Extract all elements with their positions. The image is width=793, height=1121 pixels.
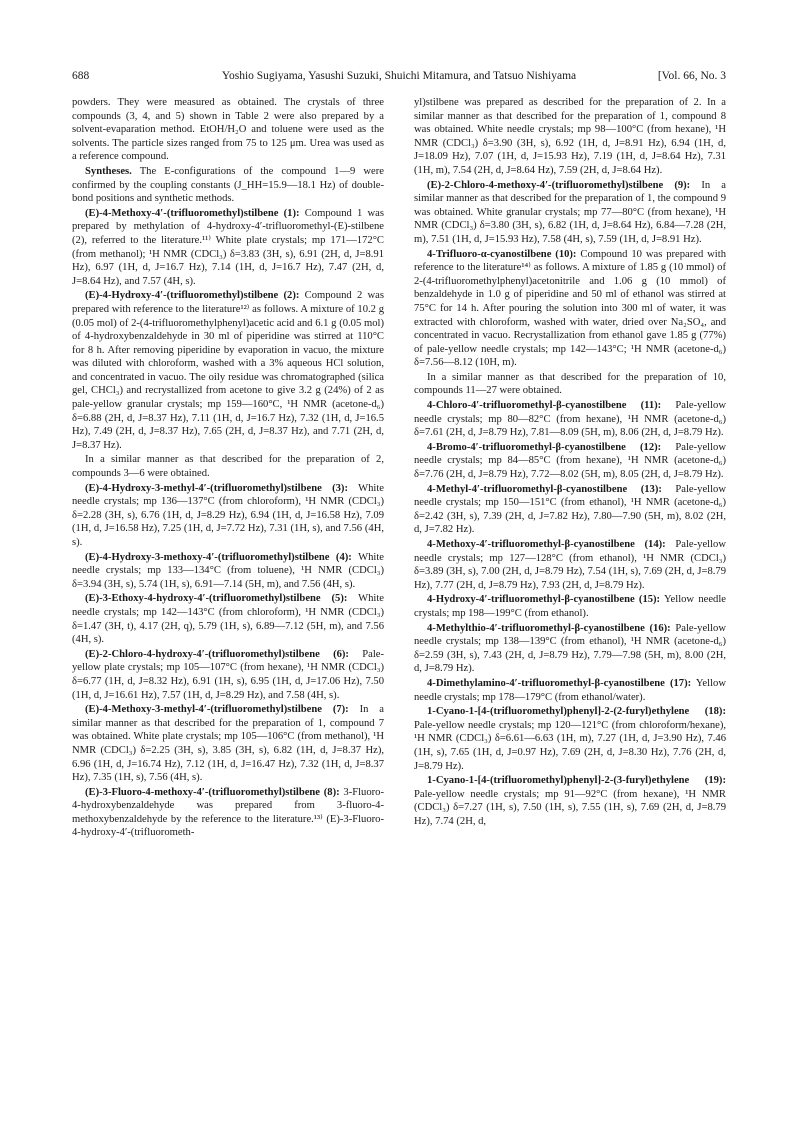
compound-heading: 4-Trifluoro-α-cyanostilbene (10):: [427, 248, 577, 260]
compound-paragraph: [414, 705, 726, 773]
paragraph-text: powders. They were measured as obtained. The crystals of three compounds (3, 4, and 5) shown in Table 2 were also prepared by a solvent-evaparation method. EtOH/H₂O and toluene were used as the solvents. The particle sizes ranged from 75 to 125 μm. Urea was used as a reference compound.: [72, 97, 384, 163]
compound-paragraph: [414, 441, 726, 482]
compound-paragraph: [414, 677, 726, 704]
paragraph-text: White needle crystals; mp 142—143°C (from chloroform), ¹H NMR (CDCl₃) δ=1.47 (3H, t), 4.17 (2H, q), 5.79 (1H, s), 6.89—7.12 (5H, m), and 7.56 (4H, s).: [72, 593, 384, 646]
compound-paragraph: [72, 482, 384, 550]
paragraph-text: White needle crystals; mp 136—137°C (from chloroform), ¹H NMR (CDCl₃) δ=2.28 (3H, s), 6.76 (1H, d, J=8.29 Hz), 6.94 (1H, d, J=16.58 Hz), 7.09 (1H, d, J=16.58 Hz), 7.25 (1H, d, J=7.72 Hz), 7.31 (1H, s), and 7.56 (4H, s).: [72, 482, 384, 548]
compound-heading: (E)-4-Methoxy-3-methyl-4′-(trifluoromethyl)stilbene (7):: [85, 704, 349, 716]
compound-paragraph: [72, 165, 384, 206]
paragraph-text: Pale-yellow plate crystals; mp 105—107°C (from hexane), ¹H NMR (CDCl₃) δ=6.77 (1H, d, J=8.32 Hz), 6.91 (1H, s), 6.95 (1H, d, J=17.06 Hz), 7.50 (1H, d, J=16.61 Hz), 7.57 (1H, d, J=8.29 Hz), and 7.58 (4H, s).: [72, 648, 384, 701]
compound-heading: 4-Hydroxy-4′-trifluoromethyl-β-cyanostilbene (15):: [427, 594, 661, 606]
paragraph-text: In a similar manner as that described for the preparation of 1, compound 7 was obtained. White plate crystals; mp 105—106°C (from methanol), ¹H NMR (CDCl₃) δ=2.25 (3H, s), 3.85 (3H, s), 6.82 (1H, d, J=8.37 Hz), 6.96 (1H, d, J=16.74 Hz), 7.12 (1H, d, J=16.47 Hz), 7.32 (1H, d, J=8.37 Hz), 7.35 (1H, s), 7.56 (4H, s).: [72, 704, 384, 784]
paragraph-text: Pale-yellow needle crystals; mp 120—121°C (from chloroform/hexane), ¹H NMR (CDCl₃) δ=6.61—6.63 (1H, m), 7.27 (1H, d, J=3.90 Hz), 7.46 (1H, s), 7.65 (1H, d, J=0.97 Hz), 7.69 (2H, d, J=8.30 Hz), 7.76 (2H, d, J=8.79 Hz).: [414, 719, 726, 772]
compound-heading: (E)-4-Methoxy-4′-(trifluoromethyl)stilbene (1):: [85, 207, 300, 219]
compound-heading: (E)-3-Fluoro-4-methoxy-4′-(trifluoromethyl)stilbene (8):: [85, 786, 340, 798]
right-column: [414, 96, 726, 829]
compound-paragraph: [72, 207, 384, 289]
compound-heading: (E)-3-Ethoxy-4-hydroxy-4′-(trifluoromethyl)stilbene (5):: [85, 593, 348, 605]
paragraph-text: 3-Fluoro-4-hydroxybenzaldehyde was prepared from 3-fluoro-4-methoxybenzaldehyde by the reference to the literature.¹³⁾ (E)-3-Fluoro-4-hydroxy-4′-(trifluorometh-: [72, 786, 384, 839]
paragraph-text: Yellow needle crystals; mp 178—179°C (from ethanol/water).: [414, 677, 726, 703]
paragraph-text: Pale-yellow needle crystals; mp 91—92°C (from hexane), ¹H NMR (CDCl₃) δ=7.27 (1H, s), 7.50 (1H, s), 7.55 (1H, s), 7.69 (2H, d, J=8.79 Hz), 7.74 (2H, d,: [414, 788, 726, 827]
body-paragraph: [414, 96, 726, 178]
compound-paragraph: [72, 648, 384, 702]
compound-paragraph: [72, 703, 384, 785]
compound-paragraph: [72, 786, 384, 840]
compound-paragraph: [414, 622, 726, 676]
compound-paragraph: [72, 289, 384, 452]
paragraph-text: Pale-yellow needle crystals; mp 138—139°C (from ethanol), ¹H NMR (acetone-d₆) δ=2.59 (3H, s), 7.43 (2H, d, J=8.79 Hz), 7.79—7.98 (5H, m), 8.00 (2H, d, J=8.79 Hz).: [414, 622, 726, 675]
page-header: [72, 70, 726, 86]
paragraph-text: Pale-yellow needle crystals; mp 150—151°C (from ethanol), ¹H NMR (acetone-d₆) δ=2.42 (3H, s), 7.39 (2H, d, J=7.82 Hz), 7.80—7.90 (5H, m), 8.02 (2H, d, J=7.82 Hz).: [414, 483, 726, 536]
compound-paragraph: [414, 179, 726, 247]
compound-heading: (E)-4-Hydroxy-3-methyl-4′-(trifluoromethyl)stilbene (3):: [85, 482, 348, 494]
paragraph-text: In a similar manner as that described for the preparation of 10, compounds 11—27 were obtained.: [414, 371, 726, 397]
compound-paragraph: [72, 592, 384, 646]
compound-paragraph: [414, 483, 726, 537]
paragraph-text: Yellow needle crystals; mp 198—199°C (from ethanol).: [414, 594, 726, 619]
compound-heading: 4-Bromo-4′-trifluoromethyl-β-cyanostilbene (12):: [427, 441, 662, 453]
paragraph-text: Compound 1 was prepared by methylation of 4-hydroxy-4′-trifluoromethyl-(E)-stilbene (2), referred to the literature.¹¹⁾ White plate crystals; mp 171—172°C (from methanol); ¹H NMR (CDCl₃) δ=3.83 (3H, s), 6.91 (2H, d, J=8.91 Hz), 6.97 (1H, d, J=16.7 Hz), 7.14 (1H, d, J=16.7 Hz), 7.47 (2H, d, J=8.64 Hz), and 7.57 (4H, s).: [72, 207, 385, 287]
compound-paragraph: [414, 399, 726, 440]
compound-heading: (E)-2-Chloro-4-methoxy-4′-(trifluoromethyl)stilbene (9):: [427, 179, 691, 191]
body-paragraph: [72, 96, 384, 164]
compound-heading: (E)-2-Chloro-4-hydroxy-4′-(trifluoromethyl)stilbene (6):: [85, 648, 349, 660]
paragraph-text: Compound 10 was prepared with reference to the literature¹⁴⁾ as follows. A mixture of 1.85 g (10 mmol) of 2-(4-trifluoromethylphenyl)acetonitrile and 1.06 g (10 mmol) of benzaldehyde in 1.0 g of piperidine and 50 ml of ethanol was stirred at 75°C for 14 h. After pouring the solution into 300 ml of water, it was extracted with chloroform, washed with water, dried over Na₂SO₄, and concentrated in vacuo. Recrystallization from ethanol gave 1.85 g (77%) of pale-yellow needle crystals; mp 142—143°C; ¹H NMR (acetone-d₆) δ=7.56—8.12 (10H, m).: [414, 248, 726, 369]
body-paragraph: [414, 371, 726, 398]
compound-heading: 4-Dimethylamino-4′-trifluoromethyl-β-cyanostilbene (17):: [427, 677, 692, 689]
compound-paragraph: [72, 551, 384, 592]
page-number: 688: [72, 70, 90, 82]
paragraph-text: yl)stilbene was prepared as described for the preparation of 2. In a similar manner as that described for the preparation of 1, compound 8 was obtained. White needle crystals; mp 98—100°C (from hexane), ¹H NMR (CDCl₃) δ=3.90 (3H, s), 6.92 (1H, d, J=8.91 Hz), 6.94 (1H, d, J=18.09 Hz), 7.07 (1H, d, J=15.93 Hz), 7.19 (1H, d, J=8.64 Hz), 7.31 (1H, m), 7.54 (2H, d, J=8.64 Hz), 7.59 (2H, d, J=8.64 Hz).: [414, 97, 726, 176]
compound-heading: 4-Methoxy-4′-trifluoromethyl-β-cyanostilbene (14):: [427, 539, 666, 550]
compound-paragraph: [414, 774, 726, 828]
compound-heading: 4-Methyl-4′-trifluoromethyl-β-cyanostilbene (13):: [427, 483, 662, 495]
paragraph-text: Compound 2 was prepared with reference to the literature¹²⁾ as follows. A mixture of 10.2 g (0.05 mol) of 2-(4-trifluoromethylphenyl)acetic acid and 6.1 g (0.05 mol) of 4-hydroxybenzaldehyde in 30 ml of piperidine was stirred at 110°C for 8 h. After removing piperidine by evaporation in vacuo, the mixture was diluted with chloroform, washed with a 3% aqueous HCl solution, and concentrated in vacuo. The oily residue was chromatographed (silica gel, CHCl₃) and recrystallized from acetone to give 3.2 g (24%) of 2 as pale-yellow granular crystals; mp 159—160°C, ¹H NMR (acetone-d₆) δ=6.88 (2H, d, J=8.37 Hz), 7.11 (1H, d, J=16.7 Hz), 7.32 (1H, d, J=16.5 Hz), 7.49 (2H, d, J=8.37 Hz), 7.65 (2H, d, J=8.37 Hz), and 7.71 (2H, d, J=8.37 Hz).: [72, 290, 384, 451]
body-paragraph: [72, 453, 384, 480]
compound-paragraph: [414, 248, 726, 370]
paragraph-text: The E-configurations of the compound 1—9 were confirmed by the coupling constants (J_HH=15.9—18.1 Hz) of double-bond positions and synthetic methods.: [72, 165, 384, 205]
compound-heading: 4-Chloro-4′-trifluoromethyl-β-cyanostilbene (11):: [427, 400, 662, 412]
compound-heading: 1-Cyano-1-[4-(trifluoromethyl)phenyl]-2-(3-furyl)ethylene (19):: [427, 775, 726, 787]
paragraph-text: Pale-yellow needle crystals; mp 84—85°C (from hexane), ¹H NMR (acetone-d₆) δ=7.76 (2H, d, J=8.79 Hz), 7.72—8.02 (5H, m), 8.05 (2H, d, J=8.79 Hz).: [414, 441, 726, 481]
volume-info: [Vol. 66, No. 3: [657, 70, 726, 82]
paragraph-text: In a similar manner as that described for the preparation of 2, compounds 3—6 were obtained.: [72, 454, 384, 480]
compound-heading: (E)-4-Hydroxy-3-methoxy-4′-(trifluoromethyl)stilbene (4):: [85, 551, 352, 563]
running-authors: Yoshio Sugiyama, Yasushi Suzuki, Shuichi Mitamura, and Tatsuo Nishiyama: [221, 70, 577, 82]
paragraph-text: White needle crystals; mp 133—134°C (from toluene), ¹H NMR (CDCl₃) δ=3.94 (3H, s), 5.74 (1H, s), 6.91—7.14 (5H, m), and 7.56 (4H, s).: [72, 551, 384, 590]
left-column: [72, 96, 384, 841]
compound-heading: (E)-4-Hydroxy-4′-(trifluoromethyl)stilbene (2):: [85, 290, 300, 302]
paragraph-text: Pale-yellow needle crystals; mp 80—82°C (from hexane), ¹H NMR (acetone-d₆) δ=7.61 (2H, d, J=8.79 Hz), 7.81—8.09 (5H, m), 8.06 (2H, d, J=8.79 Hz).: [414, 400, 726, 439]
paragraph-text: In a similar manner as that described for the preparation of 1, the compound 9 was obtained. White granular crystals; mp 77—80°C (from hexane), ¹H NMR (CDCl₃) δ=3.80 (3H, s), 6.82 (1H, d, J=8.64 Hz), 6.84—7.28 (2H, m), 7.51 (1H, d, J=15.93 Hz), 7.58 (4H, s), 7.59 (1H, d, J=8.91 Hz).: [414, 179, 726, 245]
paragraph-text: Pale-yellow needle crystals; mp 127—128°C (from ethanol), ¹H NMR (CDCl₃) δ=3.89 (3H, s), 7.00 (2H, d, J=8.79 Hz), 7.54 (1H, s), 7.69 (2H, d, J=8.79 Hz), 7.77 (2H, d, J=8.79 Hz), 7.93 (2H, d, J=8.79 Hz).: [414, 539, 726, 591]
compound-heading: 4-Methylthio-4′-trifluoromethyl-β-cyanostilbene (16):: [427, 622, 671, 634]
compound-heading: Syntheses.: [85, 165, 132, 177]
compound-paragraph: [414, 593, 726, 620]
compound-heading: 1-Cyano-1-[4-(trifluoromethyl)phenyl]-2-(2-furyl)ethylene (18):: [427, 706, 726, 718]
compound-paragraph: [414, 538, 726, 592]
